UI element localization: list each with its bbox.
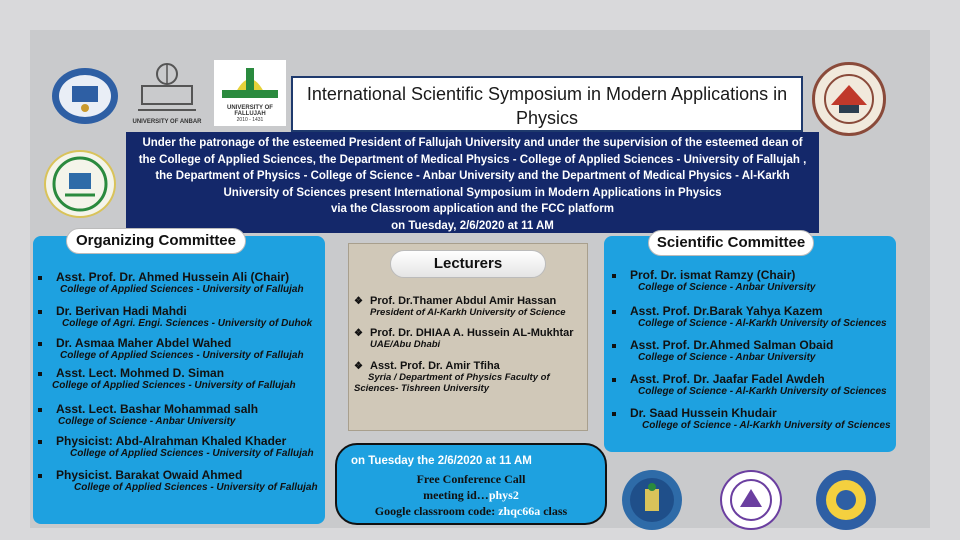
meeting-id-label: meeting id… [423, 488, 489, 502]
list-item: Physicist. Barakat Owaid Ahmed College of Applied Sciences - University of Fallujah [38, 468, 318, 493]
list-item: Asst. Lect. Bashar Mohammad salh College of Science - Anbar University [38, 402, 258, 427]
list-item: Dr. Saad Hussein Khudair College of Science - Al-Karkh University of Sciences [612, 406, 891, 431]
fallujah-caption: UNIVERSITY OF FALLUJAH [227, 105, 273, 117]
lecturers-header: Lecturers [390, 250, 546, 278]
list-item: Physicist: Abd-Alrahman Khaled Khader College of Applied Sciences - University of Fallujah [38, 434, 314, 459]
list-item: Asst. Prof. Dr.Ahmed Salman Obaid College of Science - Anbar University [612, 338, 833, 363]
list-item: Dr. Asmaa Maher Abdel Wahed College of Applied Sciences - University of Fallujah [38, 336, 304, 361]
list-item: Dr. Berivan Hadi Mahdi College of Agri. Engi. Sciences - University of Duhok [38, 304, 312, 329]
title-text: International Scientific Symposium in Modern Applications in Physics [306, 84, 788, 128]
scientific-header: Scientific Committee [648, 230, 814, 256]
bottom-logo-2 [720, 470, 782, 530]
patronage-date: on Tuesday, 2/6/2020 at 11 AM [391, 219, 554, 232]
lecturer-item: ❖ Asst. Prof. Dr. Amir Tfiha Syria / Department of Physics Faculty of Sciences- Tishreen University [354, 360, 550, 394]
classroom-code: zhqc66a [498, 504, 541, 518]
fallujah-seal-logo [44, 150, 116, 218]
bottom-logo-3 [816, 470, 876, 530]
symposium-title [291, 76, 803, 132]
meeting-id-line [337, 488, 605, 503]
call-date: on Tuesday the 2/6/2020 at 11 AM [351, 455, 532, 467]
list-item: Asst. Lect. Mohmed D. Siman College of Applied Sciences - University of Fallujah [38, 366, 296, 391]
ministry-logo [812, 62, 886, 136]
logo-1-seal [50, 66, 120, 126]
lecturer-item: ❖ Prof. Dr.Thamer Abdul Amir Hassan President of Al-Karkh University of Science [354, 295, 566, 318]
conference-call-box [335, 443, 607, 525]
list-item: Asst. Prof. Dr. Ahmed Hussein Ali (Chair) College of Applied Sciences - University of Fallujah [38, 270, 304, 295]
organizing-list [38, 270, 328, 520]
meeting-id-value: phys2 [488, 488, 519, 502]
fallujah-logo [214, 60, 286, 126]
list-item: Asst. Prof. Dr. Jaafar Fadel Awdeh College of Science - Al-Karkh University of Sciences [612, 372, 887, 397]
list-item: Prof. Dr. ismat Ramzy (Chair) College of Science - Anbar University [612, 268, 815, 293]
anbar-caption: UNIVERSITY OF ANBAR [132, 119, 202, 125]
classroom-suffix: class [540, 504, 568, 518]
call-line1: Free Conference Call [416, 472, 526, 486]
scientific-list [612, 268, 902, 448]
bottom-logo-1 [622, 470, 682, 530]
classroom-label: Google classroom code: [374, 504, 496, 518]
classroom-line [337, 504, 605, 519]
patronage-text: Under the patronage of the esteemed President of Fallujah University and under the supervision of the esteemed dean of the College of Applied Sciences, the Department of Medical Physics - College of Applied Sciences - University of Fallujah , the Department of Physics - College of Science - Anbar University and the Department of Medical Physics - Al-Karkh University of Sciences present International Symposium in Modern Applications in Physics [138, 137, 807, 199]
fallujah-year: 2010 - 1431 [236, 117, 264, 123]
anbar-logo [124, 60, 210, 126]
patronage-platform: via the Classroom application and the FCC platform [330, 203, 615, 215]
patronage-block [126, 132, 819, 233]
lecturer-item: ❖ Prof. Dr. DHIAA A. Hussein AL-Mukhtar UAE/Abu Dhabi [354, 327, 574, 350]
organizing-header: Organizing Committee [66, 228, 246, 254]
list-item: Asst. Prof. Dr.Barak Yahya Kazem College of Science - Al-Karkh University of Sciences [612, 304, 887, 329]
